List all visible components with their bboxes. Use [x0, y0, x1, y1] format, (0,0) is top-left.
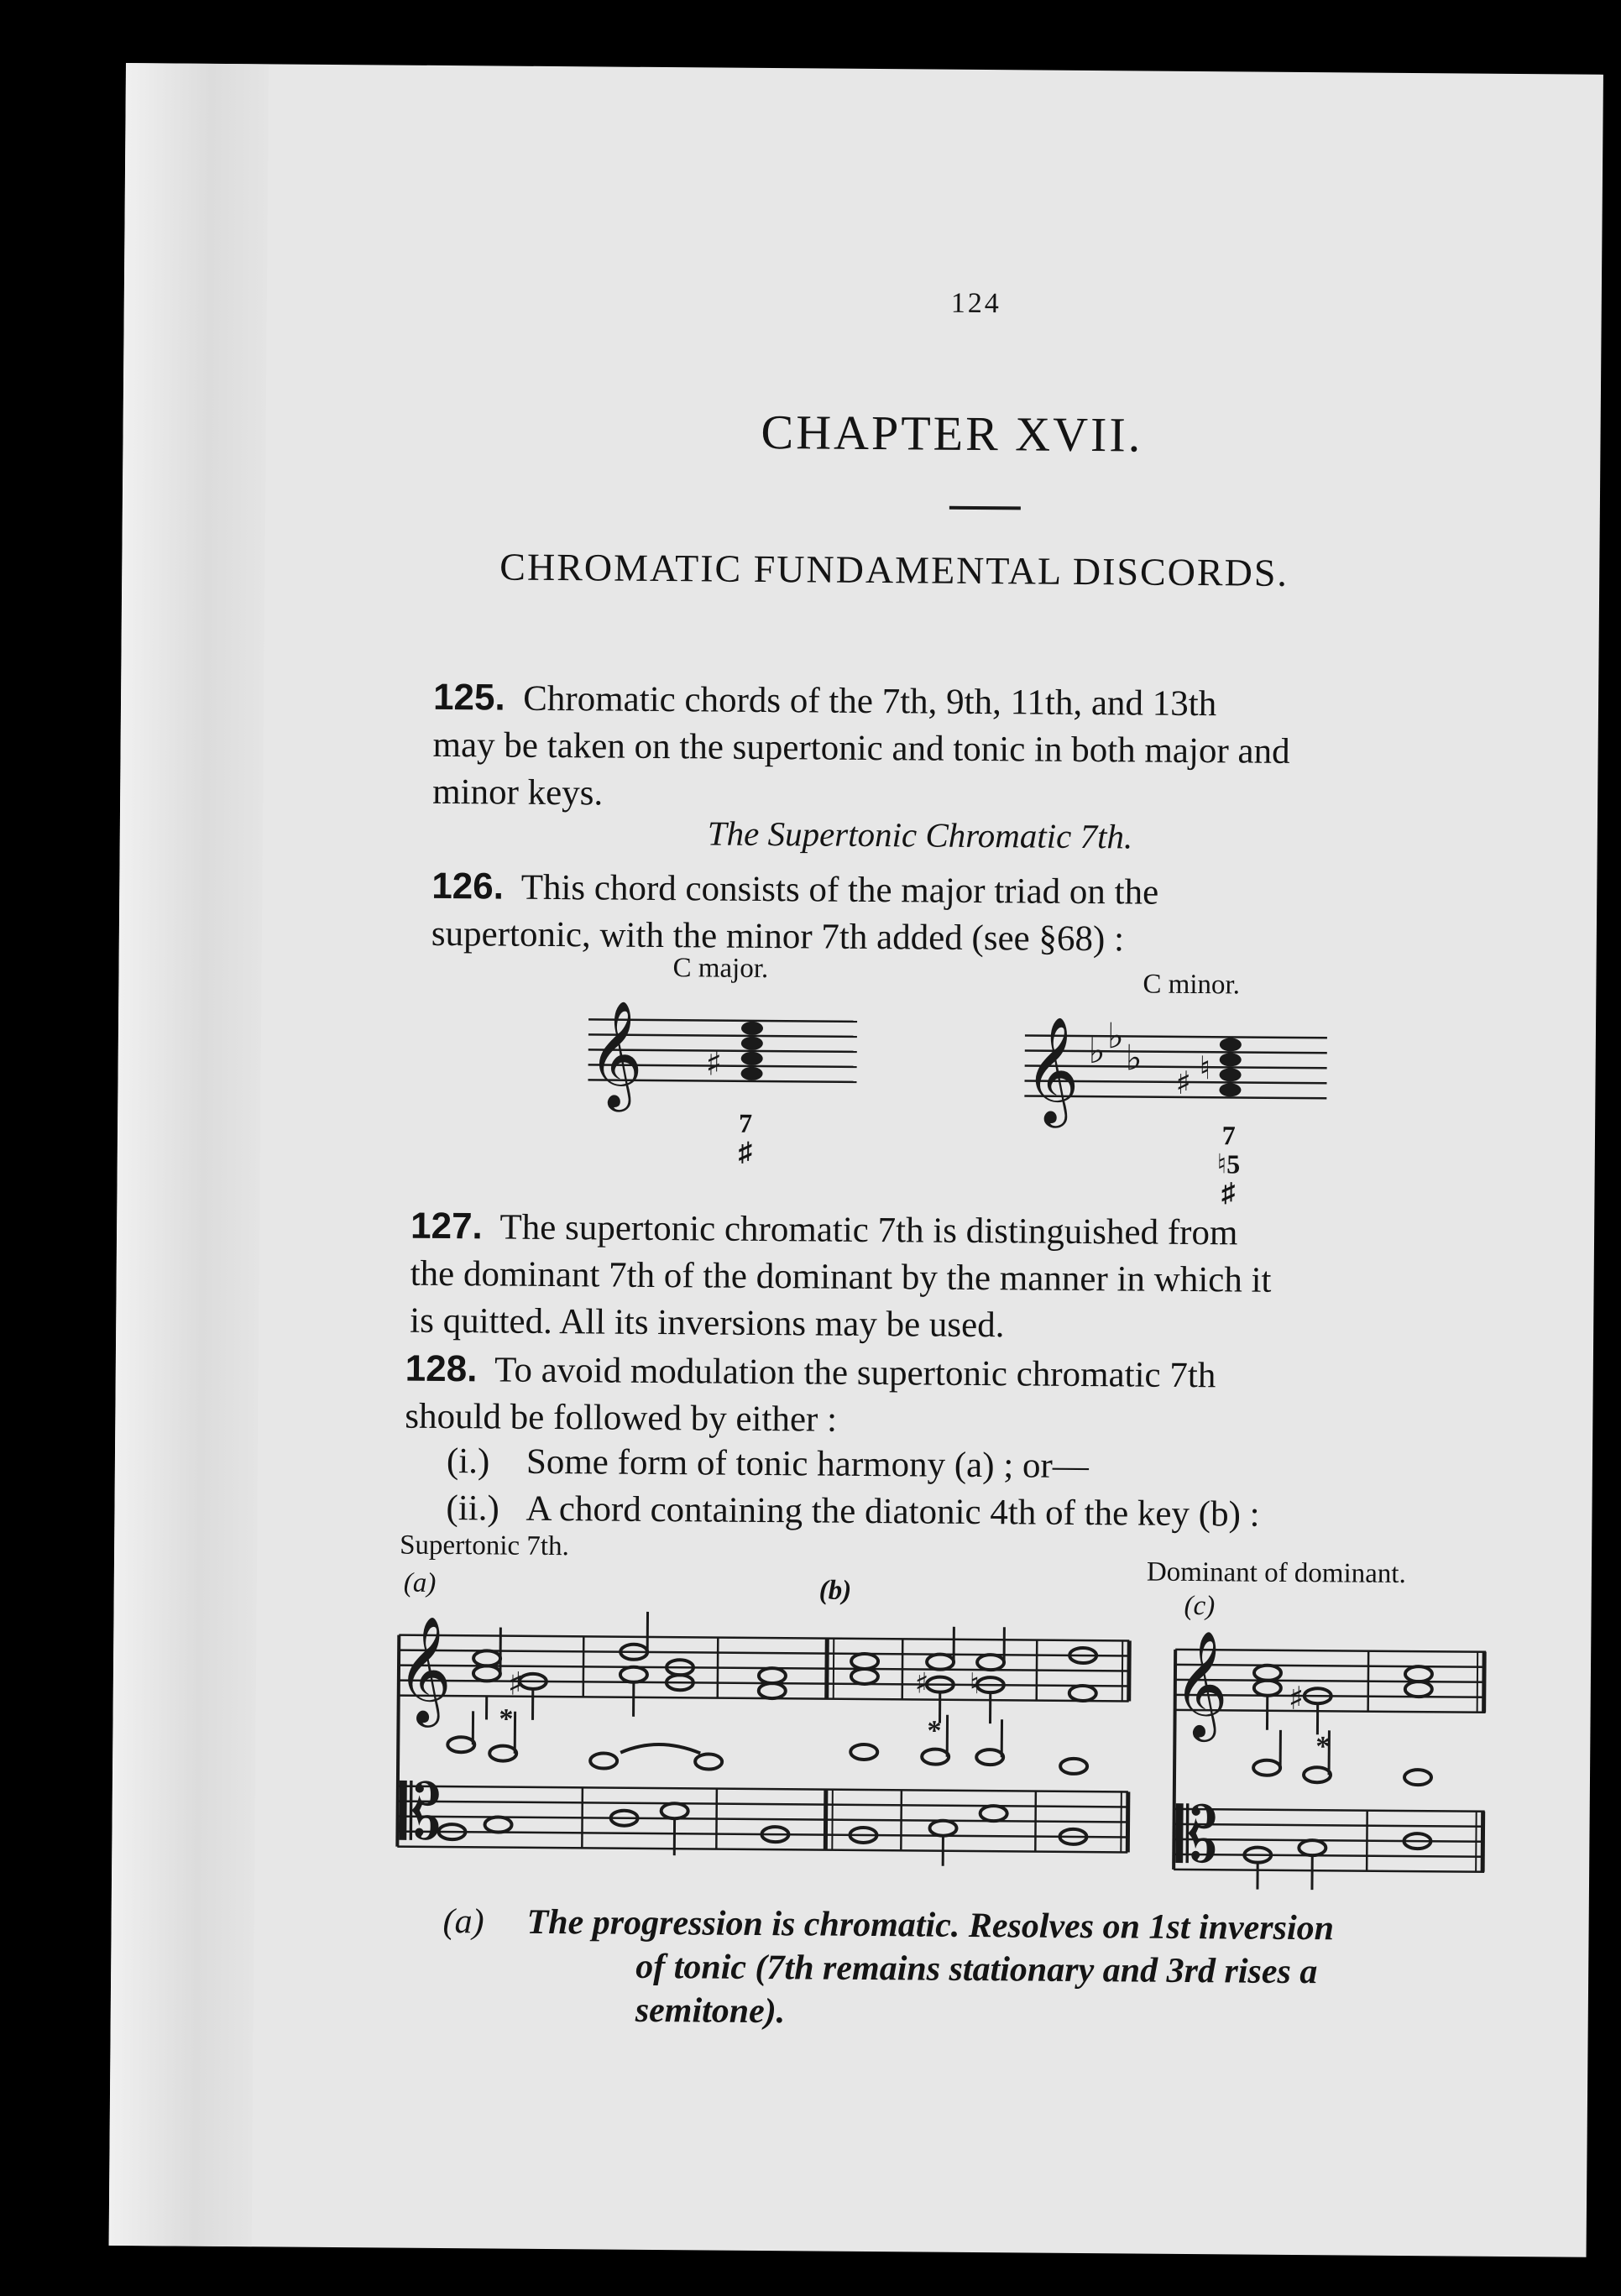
paragraph-line: The supertonic chromatic 7th is distinguished from [499, 1207, 1238, 1253]
paragraph-127 [410, 1203, 1272, 1352]
page-number: 124 [950, 287, 1001, 320]
sharp-icon: ♯ [1288, 1679, 1305, 1718]
footnote-line: semitone). [635, 1990, 786, 2032]
paragraph-line: the dominant 7th of the dominant by the manner in which it [410, 1253, 1272, 1300]
paragraph-line: minor keys. [432, 771, 604, 813]
paragraph-128 [405, 1346, 1216, 1447]
treble-clef-icon: 𝄞 [588, 999, 644, 1107]
figured-bass-minor: 7 ♮5 ♯ [1216, 1120, 1241, 1208]
paragraph-line: This chord consists of the major triad on the [520, 867, 1159, 913]
paragraph-number: 126. [431, 865, 505, 907]
sharp-icon: ♯ [507, 1665, 524, 1702]
dominant-of-dominant-label: Dominant of dominant. [1146, 1556, 1406, 1590]
flat-icon: ♭ [1106, 1015, 1124, 1057]
paragraph-line: To avoid modulation the supertonic chromatic 7th [494, 1350, 1216, 1396]
sharp-icon: ♯ [705, 1044, 723, 1084]
c-minor-staff [1007, 1010, 1345, 1180]
chapter-title: CHAPTER XVII. [761, 404, 1143, 463]
title-rule [949, 506, 1021, 510]
paragraph-line: Chromatic chords of the 7th, 9th, 11th, and 13th [523, 678, 1217, 724]
paragraph-number: 125. [432, 676, 505, 719]
paragraph-125 [432, 674, 1290, 823]
treble-clef-icon: 𝄞 [1024, 1015, 1080, 1123]
list-item: (i.) Some form of tonic harmony (a) ; or— [446, 1441, 1090, 1487]
treble-clef-icon: 𝄞 [1173, 1629, 1229, 1738]
marker-c: (c) [1184, 1590, 1216, 1622]
asterisk-b: * [927, 1715, 942, 1747]
paragraph-number: 128. [405, 1347, 478, 1390]
subheading: The Supertonic Chromatic 7th. [707, 813, 1133, 856]
example-a-b-grand-staff [389, 1610, 1163, 1901]
paragraph-number: 127. [410, 1205, 483, 1247]
figured-bass-major: 7 ♯ [738, 1107, 753, 1167]
supertonic-7th-label: Supertonic 7th. [400, 1530, 569, 1562]
flat-icon: ♭ [1088, 1030, 1106, 1072]
natural-icon: ♮ [1199, 1049, 1211, 1087]
footnote [442, 1900, 1335, 2037]
list-item: (ii.) A chord containing the diatonic 4th of the key (b) : [446, 1488, 1260, 1535]
paragraph-line: is quitted. All its inversions may be used. [410, 1300, 1005, 1346]
option-list [446, 1438, 1260, 1539]
footnote-marker: (a) [442, 1902, 484, 1942]
asterisk-c: * [1315, 1731, 1331, 1763]
c-minor-label: C minor. [1143, 969, 1241, 1001]
treble-clef-icon: 𝄞 [396, 1614, 452, 1723]
footnote-line: of tonic (7th remains stationary and 3rd rises a [635, 1947, 1318, 1992]
natural-icon: ♮ [969, 1666, 980, 1702]
sharp-icon: ♯ [914, 1666, 929, 1701]
footnote-line: The progression is chromatic. Resolves on 1st inversion [526, 1902, 1335, 1948]
paragraph-line: may be taken on the supertonic and tonic in both major and [432, 724, 1290, 771]
c-clef-icon: 𝄡 [399, 1768, 442, 1858]
c-major-label: C major. [672, 953, 769, 985]
flat-icon: ♭ [1125, 1037, 1143, 1079]
paragraph-line: supertonic, with the minor 7th added (see §68) : [431, 913, 1125, 960]
sharp-icon: ♯ [1175, 1064, 1192, 1102]
book-page [109, 63, 1603, 2257]
marker-b: (b) [818, 1575, 852, 1606]
c-clef-icon: 𝄡 [1175, 1791, 1219, 1880]
paragraph-line: should be followed by either : [405, 1396, 838, 1440]
c-major-staff [571, 994, 875, 1167]
marker-a: (a) [403, 1567, 437, 1598]
example-c-grand-staff [1165, 1624, 1520, 1912]
section-title: CHROMATIC FUNDAMENTAL DISCORDS. [499, 545, 1289, 594]
paragraph-126 [431, 863, 1159, 964]
asterisk-a: * [499, 1703, 514, 1735]
page-gutter [109, 63, 269, 2246]
